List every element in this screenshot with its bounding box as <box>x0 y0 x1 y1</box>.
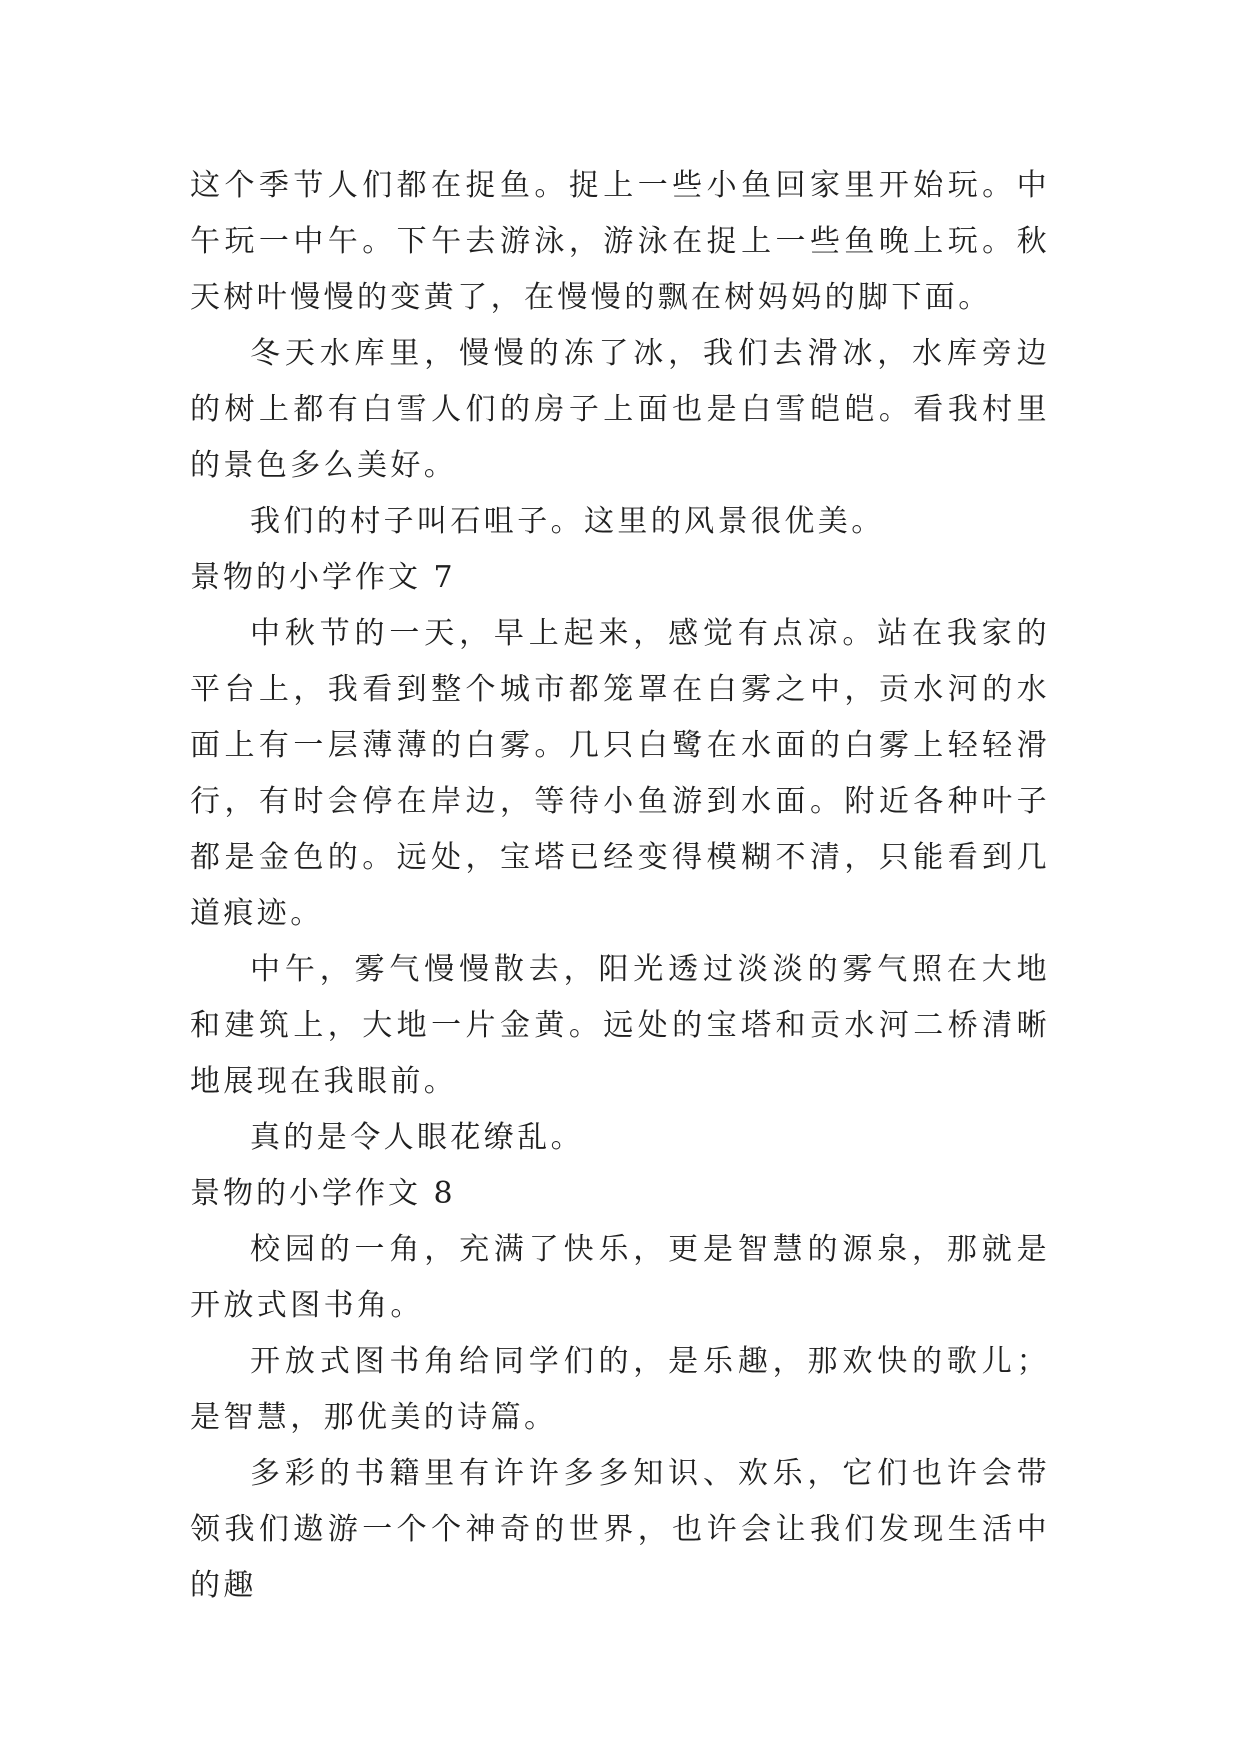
paragraph-8: 开放式图书角给同学们的，是乐趣，那欢快的歌儿；是智慧，那优美的诗篇。 <box>190 1344 1050 1435</box>
section-heading-8: 景物的小学作文 8 <box>190 1176 456 1211</box>
paragraph-5: 中午，雾气慢慢散去，阳光透过淡淡的雾气照在大地和建筑上，大地一片金黄。远处的宝塔和贡水河二桥清晰地展现在我眼前。 <box>190 952 1050 1099</box>
paragraph-4: 中秋节的一天，早上起来，感觉有点凉。站在我家的平台上，我看到整个城市都笼罩在白雾之中，贡水河的水面上有一层薄薄的白雾。几只白鹭在水面的白雾上轻轻滑行，有时会停在岸边，等待小鱼游到水面。附近各种叶子都是金色的。远处，宝塔已经变得模糊不清，只能看到几道痕迹。 <box>190 616 1050 931</box>
paragraph-1: 这个季节人们都在捉鱼。捉上一些小鱼回家里开始玩。中午玩一中午。下午去游泳，游泳在捉上一些鱼晚上玩。秋天树叶慢慢的变黄了，在慢慢的飘在树妈妈的脚下面。 <box>190 168 1050 315</box>
section-heading-7: 景物的小学作文 7 <box>190 560 456 595</box>
paragraph-7: 校园的一角，充满了快乐，更是智慧的源泉，那就是开放式图书角。 <box>190 1232 1050 1323</box>
paragraph-2: 冬天水库里，慢慢的冻了冰，我们去滑冰，水库旁边的树上都有白雪人们的房子上面也是白雪皑皑。看我村里的景色多么美好。 <box>190 336 1050 483</box>
paragraph-6: 真的是令人眼花缭乱。 <box>250 1120 584 1155</box>
paragraph-3: 我们的村子叫石咀子。这里的风景很优美。 <box>250 504 885 539</box>
document-body <box>190 158 1050 1614</box>
paragraph-9: 多彩的书籍里有许许多多知识、欢乐，它们也许会带领我们遨游一个个神奇的世界，也许会让我们发现生活中的趣 <box>190 1456 1050 1603</box>
